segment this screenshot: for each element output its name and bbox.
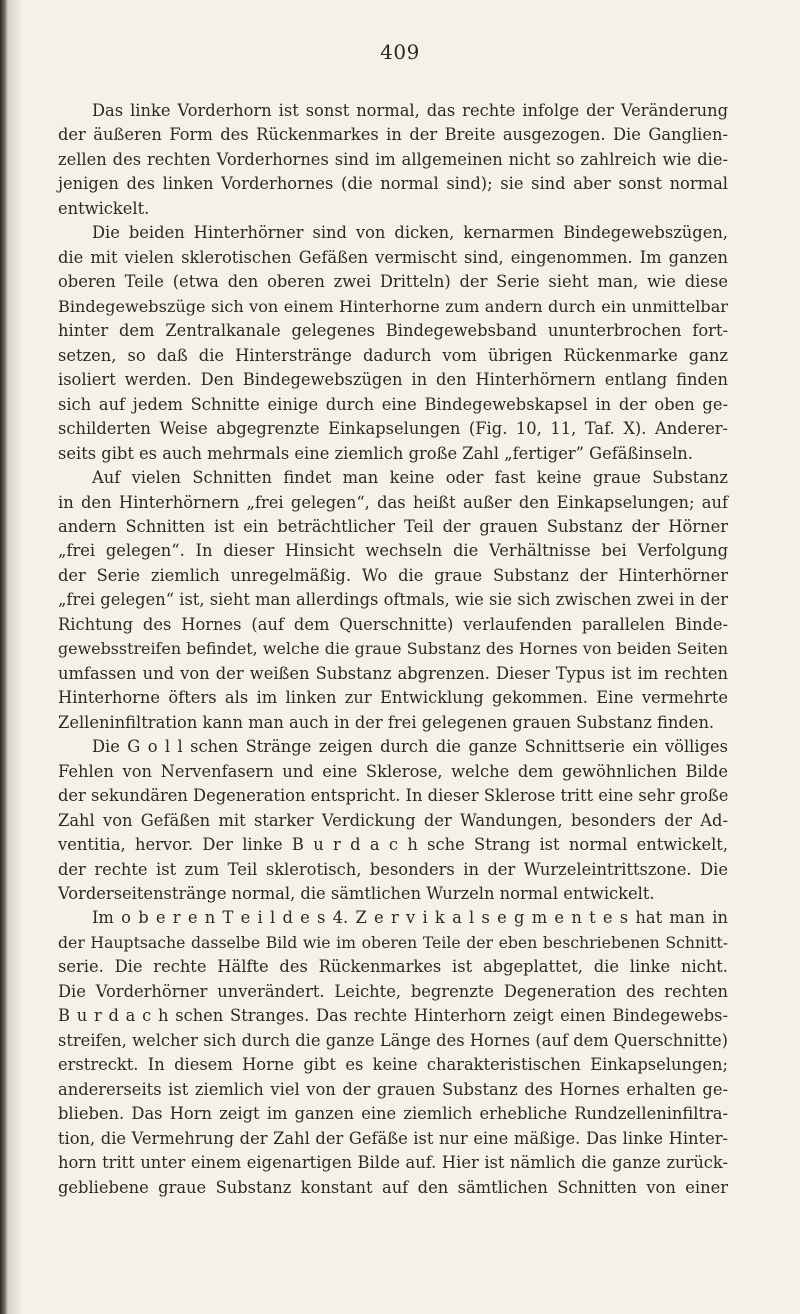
- text-line: Richtung des Hornes (auf dem Querschnitte) verlaufenden parallelen Binde-: [58, 614, 728, 634]
- body-text: [58, 99, 728, 1200]
- text-line: „frei gelegen“ ist, sieht man allerdings oftmals, wie sie sich zwischen zwei in der: [58, 590, 728, 610]
- text-line: der Hauptsache dasselbe Bild wie im oberen Teile der eben beschriebenen Schnitt-: [58, 932, 728, 952]
- text-line: andererseits ist ziemlich viel von der grauen Substanz des Hornes erhalten ge-: [58, 1079, 728, 1099]
- text-line: gebliebene graue Substanz konstant auf den sämtlichen Schnitten von einer: [58, 1177, 728, 1197]
- text-line: Fehlen von Nervenfasern und eine Sklerose, welche dem gewöhnlichen Bilde: [58, 761, 728, 781]
- page-number: 409: [380, 40, 420, 64]
- text-line: Auf vielen Schnitten findet man keine oder fast keine graue Substanz: [92, 468, 728, 488]
- book-spine-edge: [0, 0, 8, 1314]
- text-line: Zahl von Gefäßen mit starker Verdickung der Wandungen, besonders der Ad-: [58, 810, 728, 830]
- text-line: Die Vorderhörner unverändert. Leichte, begrenzte Degeneration des rechten: [58, 981, 728, 1001]
- text-line: horn tritt unter einem eigenartigen Bilde auf. Hier ist nämlich die ganze zurück-: [58, 1153, 728, 1173]
- text-line: streifen, welcher sich durch die ganze Länge des Hornes (auf dem Querschnitte): [58, 1030, 728, 1050]
- text-line: umfassen und von der weißen Substanz abgrenzen. Dieser Typus ist im rechten: [58, 663, 728, 683]
- text-line: schilderten Weise abgegrenzte Einkapselungen (Fig. 10, 11, Taf. X). Anderer-: [58, 419, 728, 439]
- text-line: seits gibt es auch mehrmals eine ziemlich große Zahl „fertiger” Gefäßinseln.: [58, 443, 693, 463]
- text-line: die mit vielen sklerotischen Gefäßen vermischt sind, eingenommen. Im ganzen: [58, 247, 728, 267]
- text-line: B u r d a c h schen Stranges. Das rechte Hinterhorn zeigt einen Bindegewebs-: [58, 1006, 728, 1026]
- text-line: in den Hinterhörnern „frei gelegen“, das heißt außer den Einkapselungen; auf: [58, 492, 728, 512]
- text-line: oberen Teile (etwa den oberen zwei Dritteln) der Serie sieht man, wie diese: [58, 272, 728, 292]
- text-line: Hinterhorne öfters als im linken zur Entwicklung gekommen. Eine vermehrte: [58, 688, 728, 708]
- text-line: erstreckt. In diesem Horne gibt es keine charakteristischen Einkapselungen;: [58, 1055, 728, 1075]
- text-line: der Serie ziemlich unregelmäßig. Wo die graue Substanz der Hinterhörner: [58, 565, 728, 585]
- text-line: serie. Die rechte Hälfte des Rückenmarkes ist abgeplattet, die linke nicht.: [58, 957, 728, 977]
- text-line: Die G o l l schen Stränge zeigen durch die ganze Schnittserie ein völliges: [92, 737, 728, 757]
- text-line: andern Schnitten ist ein beträchtlicher Teil der grauen Substanz der Hörner: [58, 516, 728, 536]
- text-line: sich auf jedem Schnitte einige durch eine Bindegewebskapsel in der oben ge-: [58, 394, 728, 414]
- text-line: der äußeren Form des Rückenmarkes in der Breite ausgezogen. Die Ganglien-: [58, 125, 728, 145]
- text-line: setzen, so daß die Hinterstränge dadurch vom übrigen Rückenmarke ganz: [58, 345, 728, 365]
- text-line: entwickelt.: [58, 198, 150, 218]
- text-line: ventitia, hervor. Der linke B u r d a c h sche Strang ist normal entwickelt,: [58, 835, 728, 855]
- text-line: Vorderseitenstränge normal, die sämtlichen Wurzeln normal entwickelt.: [58, 884, 655, 903]
- text-line: hinter dem Zentralkanale gelegenes Bindegewebsband ununterbrochen fort-: [58, 321, 728, 341]
- text-line: der rechte ist zum Teil sklerotisch, besonders in der Wurzeleintrittszone. Die: [58, 859, 728, 879]
- text-line: gewebsstreifen befindet, welche die graue Substanz des Hornes von beiden Seiten: [58, 639, 728, 659]
- text-line: Die beiden Hinterhörner sind von dicken, kernarmen Bindegewebszügen,: [92, 223, 728, 243]
- text-line: „frei gelegen“. In dieser Hinsicht wechseln die Verhältnisse bei Verfolgung: [58, 541, 728, 561]
- text-line: tion, die Vermehrung der Zahl der Gefäße ist nur eine mäßige. Das linke Hinter-: [58, 1128, 728, 1148]
- text-line: Das linke Vorderhorn ist sonst normal, das rechte infolge der Veränderung: [92, 101, 728, 120]
- gutter-shadow: [8, 0, 22, 1314]
- text-line: isoliert werden. Den Bindegewebszügen in den Hinterhörnern entlang finden: [58, 370, 728, 390]
- text-line: jenigen des linken Vorderhornes (die normal sind); sie sind aber sonst normal: [58, 174, 728, 194]
- text-line: Zelleninfiltration kann man auch in der frei gelegenen grauen Substanz finden.: [58, 712, 715, 732]
- text-line: Im o b e r e n T e i l d e s 4. Z e r v i k a l s e g m e n t e s hat man in: [92, 908, 728, 928]
- text-line: zellen des rechten Vorderhornes sind im allgemeinen nicht so zahlreich wie die-: [58, 149, 728, 169]
- text-line: der sekundären Degeneration entspricht. In dieser Sklerose tritt eine sehr große: [58, 786, 729, 806]
- text-line: blieben. Das Horn zeigt im ganzen eine ziemlich erhebliche Rundzelleninfiltra-: [58, 1104, 728, 1124]
- text-line: Bindegewebszüge sich von einem Hinterhorne zum andern durch ein unmittelbar: [58, 296, 728, 316]
